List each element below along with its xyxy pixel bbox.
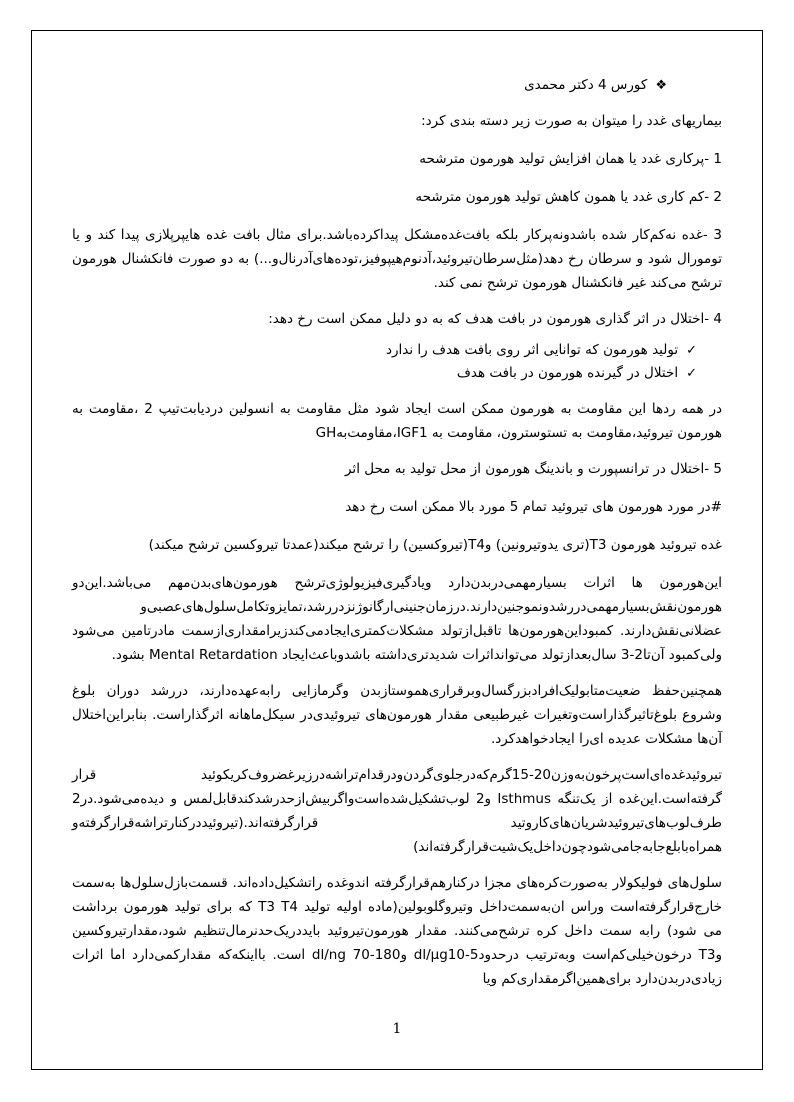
heading-text: کورس 4 دکتر محمدی	[524, 77, 648, 93]
checklist-item: ✓تولید هورمون که توانایی اثر روی بافت هدف را ندارد	[72, 339, 697, 362]
note-line: #در مورد هورمون های تیروئید تمام 5 مورد بالا ممکن است رخ دهد	[345, 499, 722, 515]
page-number: 1	[392, 1021, 402, 1037]
paragraph-anatomy: تیروئیدغده‌ای‌است‌پرخون‌به‌وزن20-15گرم‌که‌درجلوی‌گردن‌ودرقدام‌تراشه‌درزیرغضروف‌کریکوئید قرار گرفته‌است.این‌غده از یک‌تنگه Isthmus و2 لوب‌تشکیل‌شده‌است‌واگربیش‌ازحدرشدکندقابل‌لمس و دیده‌می‌شود.در2 طرف‌لوب‌های‌تیروئید‌شریان‌های‌کاروتید قرارگرفته‌اند.(تیروئیددرکنارتراشه‌قرارگرفته‌و همراه‌بابلع‌جابه‌جامی‌شودچون‌داخل‌یک‌شیت‌قرارگرفته‌اند)	[72, 767, 723, 855]
document-body	[72, 72, 722, 1003]
paragraph-hormone-effects: این‌هورمون ها اثرات بسیارمهمی‌دربدن‌دارد ویادگیری‌فیزیولوژی‌ترشح هورمون‌های‌بدن‌مهم می‌باشد.این‌دو هورمون‌نقش‌بسیارمهمی‌دررشدونموجنین‌دارند.درزمان‌جنینی‌ارگانوژنزدررشد،تمایزوتکامل‌سلول‌های‌عصبی‌و عضلانی‌نقش‌دارند. کمبوداین‌هورمون‌ها تاقبل‌ازتولد مشکلات‌کمتری‌ایجادمی‌کندزیرامقداری‌ازسمت مادرتامین می‌شود ولی‌کمبود آن‌تا2-3 سال‌بعدازتولد می‌تواند‌اثرات شدیدتری‌داشته باشدوباعث‌ایجاد Mental Retardation بشود.	[72, 575, 722, 663]
checklist	[72, 339, 697, 385]
document-heading	[72, 72, 667, 99]
paragraph-metabolism: همچنین‌حفظ ضعیت‌متابولیک‌افرادبزرگسال‌وبرقراری‌هموستازبدن وگرمازایی رابه‌عهده‌دارند، دررشد دوران بلوغ وشروع بلوغ‌تاثیرگذاراست‌وتغیرات غیرطبیعی مقدار هورمون‌های تیروئیدی‌در سیکل‌ماهانه اثرگذاراست. بنابراین‌اختلال آن‌ها مشکلات عدیده ای‌را ایجادخواهدکرد.	[72, 683, 722, 747]
item-1: 1 -پرکاری غدد یا همان افزایش تولید هورمون مترشحه	[419, 151, 722, 167]
checklist-item: ✓اختلال در گیرنده هورمون در بافت هدف	[72, 362, 697, 385]
thyroid-line: غده تیروئید هورمون T3(تری یدوتیرونین) وT4(تیروکسین) را ترشح میکند(عمدتا تیروکسین ترشح میکند)	[148, 537, 722, 553]
resistance-paragraph: در همه ردها این مقاومت به هورمون ممکن است ایجاد شود مثل مقاومت به انسولین دردیابت‌تیپ 2 ،مقاومت به هورمون تیروئید،مقاومت به تستوسترون، مقاومت به IGF1،مقاومت‌بهGH	[72, 401, 722, 441]
item-4: 4 -اختلال در اثر گذاری هورمون در بافت هدف که به دو دلیل ممکن است رخ دهد:	[268, 311, 722, 327]
intro-paragraph: بیماریهای غدد را میتوان به صورت زیر دسته بندی کرد:	[421, 113, 722, 129]
item-5: 5 -اختلال در ترانسپورت و باندینگ هورمون از محل تولید به محل اثر	[344, 461, 722, 477]
item-2: 2 -کم کاری غدد یا همون کاهش تولید هورمون مترشحه	[415, 189, 722, 205]
checkmark-icon: ✓	[686, 343, 697, 358]
paragraph-follicular-cells: سلول‌های فولیکولار به‌صورت‌کره‌های مجزا درکنارهم‌قرارگرفته اندوغده راتشکیل‌داده‌اند. قسمت‌بازل‌سلول‌ها به‌سمت خارج‌قرارگرفته‌است وراس ان‌به‌سمت‌داخل وتیروگلوبولین(ماده اولیه تولید T3 T4 که برای تولید هورمون برداشت می شود) رابه سمت داخل کره ترشح‌می‌کنند. مقدار هورمون‌تیروئید بایددریک‌حدنرمال‌تنظیم شود،مقدارتیروکسین وT3 درخون‌خیلی‌کم‌است وبه‌ترتیب درحدودdl/µg10-5 و180-70 dl/ng است. بااینکه‌که مقدارکمی‌دارد اما اثرات زیادی‌دربدن‌دارد برای‌همین‌اگرمقداری‌کم ویا	[72, 875, 723, 987]
item-3: 3 -غده نه‌کم‌کار شده باشدونه‌پرکار بلکه بافت‌غده‌مشکل پیداکرده‌باشد.برای مثال بافت غده هایپرپلازی پیدا کند و یا تومورال شود و سرطان رخ دهد(مثل‌سرطان‌تیروئید،آدنوم‌هیپوفیز،توده‌های‌آدرنال‌و...) به دو صورت فانکشنال هورمون ترشح می‌کند غیر فانکشنال هورمون ترشح نمی کند.	[72, 227, 722, 291]
checkmark-icon: ✓	[686, 366, 697, 381]
diamond-bullet-icon: ❖	[655, 78, 667, 93]
